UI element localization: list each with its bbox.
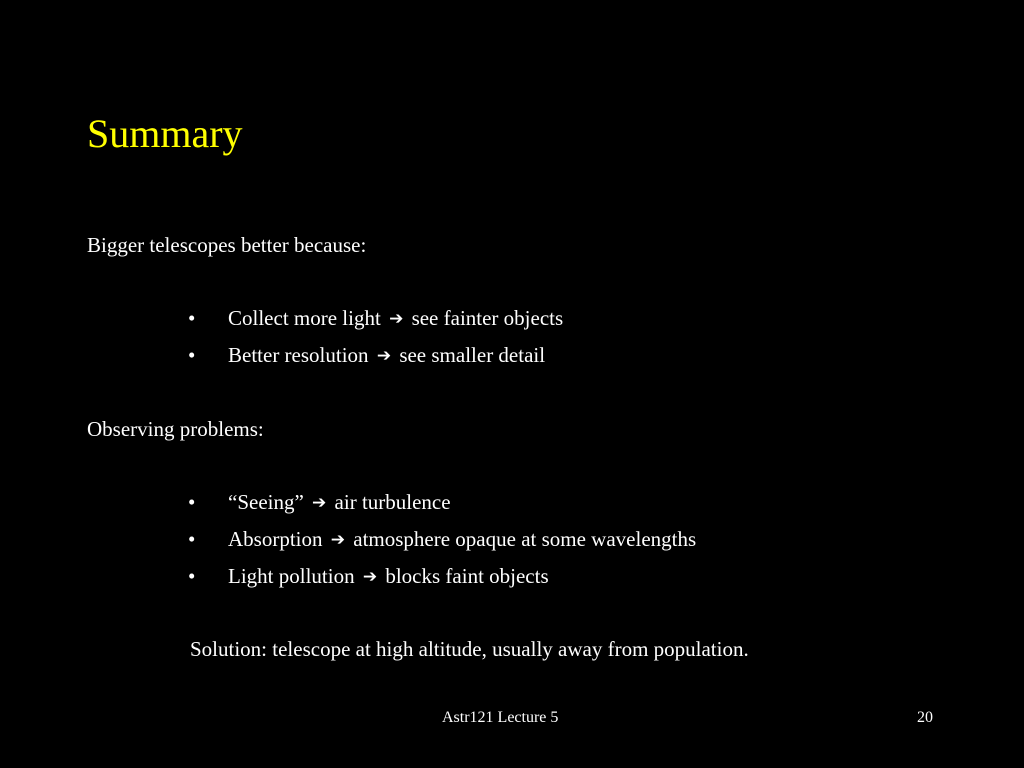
arrow-right-icon: ➔	[389, 309, 404, 329]
arrow-right-icon: ➔	[312, 493, 327, 513]
slide-number: 20	[917, 709, 933, 726]
bullet-text: Light pollution	[228, 564, 355, 588]
bullet-better-resolution	[188, 342, 545, 370]
bullet-result-text: atmosphere opaque at some wavelengths	[353, 527, 697, 551]
bullet-text: “Seeing”	[228, 490, 304, 514]
bullet-text: Collect more light	[228, 306, 381, 330]
section-heading-bigger-telescopes: Bigger telescopes better because:	[87, 233, 367, 257]
bullet-absorption	[188, 526, 696, 554]
bullet-marker: •	[188, 306, 196, 330]
solution-text: Solution: telescope at high altitude, usually away from population.	[190, 637, 749, 661]
bullet-result-text: blocks faint objects	[385, 564, 549, 588]
bullet-text: Better resolution	[228, 343, 369, 367]
bullet-result-text: air turbulence	[334, 490, 451, 514]
bullet-marker: •	[188, 564, 196, 588]
bullet-marker: •	[188, 490, 196, 514]
bullet-light-pollution	[188, 563, 549, 591]
bullet-text: Absorption	[228, 527, 323, 551]
arrow-right-icon: ➔	[362, 567, 378, 587]
bullet-marker: •	[188, 343, 196, 367]
bullet-seeing	[188, 489, 451, 517]
bullet-result-text: see fainter objects	[411, 306, 564, 330]
slide-title: Summary	[87, 111, 243, 156]
arrow-right-icon: ➔	[330, 530, 345, 550]
footer-course-label: Astr121 Lecture 5	[442, 709, 559, 726]
bullet-marker: •	[188, 527, 196, 551]
section-heading-observing-problems: Observing problems:	[87, 417, 264, 441]
bullet-result-text: see smaller detail	[399, 343, 546, 367]
arrow-right-icon: ➔	[376, 346, 392, 366]
bullet-collect-light	[188, 305, 563, 333]
